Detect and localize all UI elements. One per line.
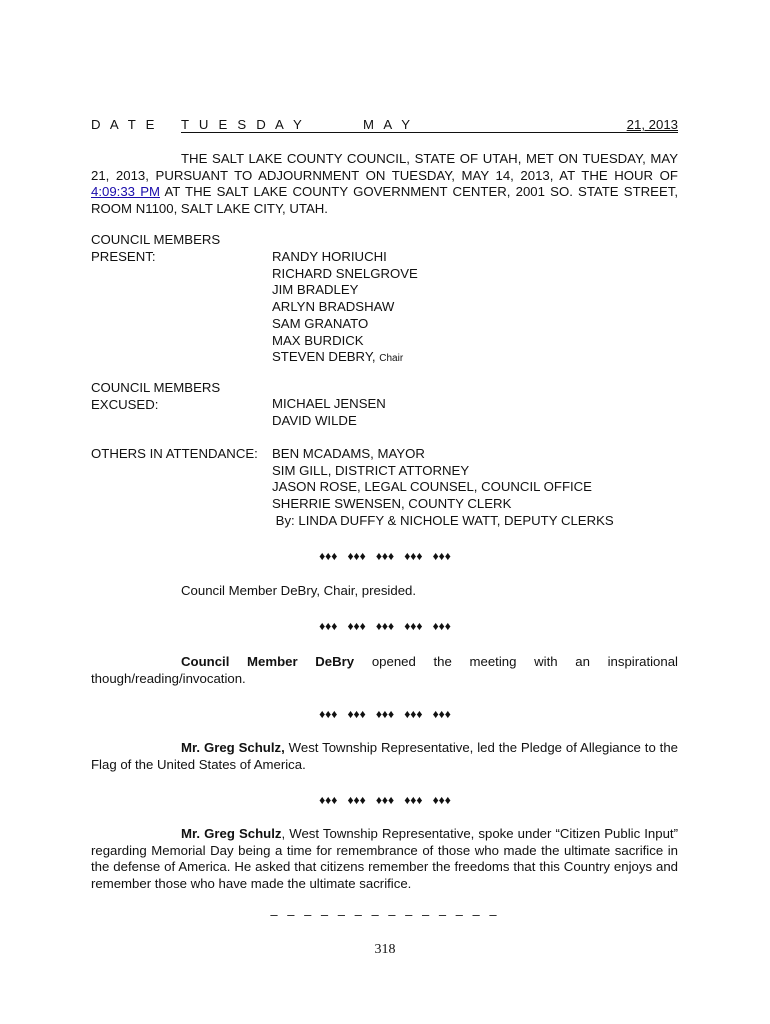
chair-note: Chair xyxy=(379,353,404,365)
diamond-group: ♦♦♦ xyxy=(375,619,395,633)
pledge-text: West Township Representative, led the Pledge of Allegiance to the Flag of the United States of America. xyxy=(91,740,678,772)
date-day: T U E S D A Y xyxy=(181,117,305,132)
section-divider xyxy=(0,707,770,721)
date-underline xyxy=(181,132,678,133)
diamond-group: ♦♦♦ xyxy=(319,707,338,721)
diamond-group: ♦♦♦ xyxy=(404,793,423,807)
diamond-group: ♦♦♦ xyxy=(347,619,366,633)
diamond-group: ♦♦♦ xyxy=(432,619,451,633)
speaker-name: Council Member DeBry xyxy=(181,654,355,669)
member-name: JIM BRADLEY xyxy=(272,282,359,298)
member-name: SAM GRANATO xyxy=(272,315,369,331)
page-number: 318 xyxy=(374,942,396,957)
intro-paragraph xyxy=(91,151,678,218)
diamond-group: ♦♦♦ xyxy=(432,707,451,721)
attendee-name: SIM GILL, DISTRICT ATTORNEY xyxy=(272,462,470,478)
diamond-group: ♦♦♦ xyxy=(432,793,451,807)
diamond-group: ♦♦♦ xyxy=(375,549,395,563)
pledge-paragraph xyxy=(91,740,678,773)
dash-separator: – – – – – – – – – – – – – – xyxy=(270,907,500,922)
excused-label-line1: COUNCIL MEMBERS xyxy=(91,380,221,395)
invocation-paragraph xyxy=(91,654,678,687)
diamond-group: ♦♦♦ xyxy=(404,549,423,563)
excused-label-line2: EXCUSED: xyxy=(91,396,159,412)
diamond-group: ♦♦♦ xyxy=(347,793,366,807)
diamond-group: ♦♦♦ xyxy=(432,549,451,563)
present-label-line2: PRESENT: xyxy=(91,248,156,264)
present-members-list xyxy=(272,249,418,368)
diamond-group: ♦♦♦ xyxy=(404,707,423,721)
speaker-name: Mr. Greg Schulz, xyxy=(181,740,285,755)
section-divider xyxy=(0,619,770,633)
present-label xyxy=(91,232,220,265)
diamond-group: ♦♦♦ xyxy=(347,707,366,721)
attendee-name: By: LINDA DUFFY & NICHOLE WATT, DEPUTY CLERKS xyxy=(272,512,614,528)
member-name: ARLYN BRADSHAW xyxy=(272,299,395,315)
diamond-group: ♦♦♦ xyxy=(375,707,395,721)
section-divider xyxy=(0,793,770,807)
presided-paragraph: Council Member DeBry, Chair, presided. xyxy=(181,583,417,598)
time-link[interactable]: 4:09:33 PM xyxy=(91,184,160,200)
diamond-group: ♦♦♦ xyxy=(375,793,395,807)
date-month: M A Y xyxy=(363,117,414,132)
excused-label xyxy=(91,380,220,413)
citizen-input-text: , West Township Representative, spoke under “Citizen Public Input” regarding Memorial Day being a time for remembrance of those who made the ultimate sacrifice in the defense of America. He asked that citizens remember the freedoms that this Country enjoys and remember those who have made the ultimate sacrifice. xyxy=(91,826,678,892)
attendee-name: BEN MCADAMS, MAYOR xyxy=(272,446,425,461)
member-name: STEVEN DEBRY, xyxy=(272,349,376,365)
member-name: MICHAEL JENSEN xyxy=(272,396,386,411)
citizen-input-paragraph xyxy=(91,826,678,893)
invocation-text: opened the meeting with an inspirational though/reading/invocation. xyxy=(91,654,678,686)
intro-text-start: THE SALT LAKE COUNTY COUNCIL, STATE OF UTAH, MET ON TUESDAY, MAY 21, 2013, PURSUANT TO ADJOURNMENT ON TUESDAY, MAY 14, 2013, AT THE HOUR OF xyxy=(91,151,678,183)
member-name: MAX BURDICK xyxy=(272,332,364,348)
date-value: 21, 2013 xyxy=(626,117,678,132)
others-label: OTHERS IN ATTENDANCE: xyxy=(91,446,258,461)
attendee-name: JASON ROSE, LEGAL COUNSEL, COUNCIL OFFICE xyxy=(272,479,592,495)
date-line xyxy=(91,117,678,135)
attendee-name: SHERRIE SWENSEN, COUNTY CLERK xyxy=(272,496,512,512)
intro-text-end: AT THE SALT LAKE COUNTY GOVERNMENT CENTER, 2001 SO. STATE STREET, ROOM N1100, SALT LAKE CITY, UTAH. xyxy=(91,184,679,217)
excused-members-list xyxy=(272,396,386,429)
chair-line xyxy=(272,349,418,368)
others-list xyxy=(272,446,614,530)
section-divider xyxy=(0,549,770,563)
diamond-group: ♦♦♦ xyxy=(404,619,423,633)
speaker-name: Mr. Greg Schulz xyxy=(181,826,282,841)
date-label: D A T E xyxy=(91,117,158,132)
present-label-line1: COUNCIL MEMBERS xyxy=(91,232,221,247)
member-name: RICHARD SNELGROVE xyxy=(272,265,418,281)
member-name: RANDY HORIUCHI xyxy=(272,249,387,264)
diamond-group: ♦♦♦ xyxy=(319,793,338,807)
diamond-group: ♦♦♦ xyxy=(319,549,338,563)
diamond-group: ♦♦♦ xyxy=(319,619,338,633)
diamond-group: ♦♦♦ xyxy=(347,549,366,563)
member-name: DAVID WILDE xyxy=(272,412,357,428)
